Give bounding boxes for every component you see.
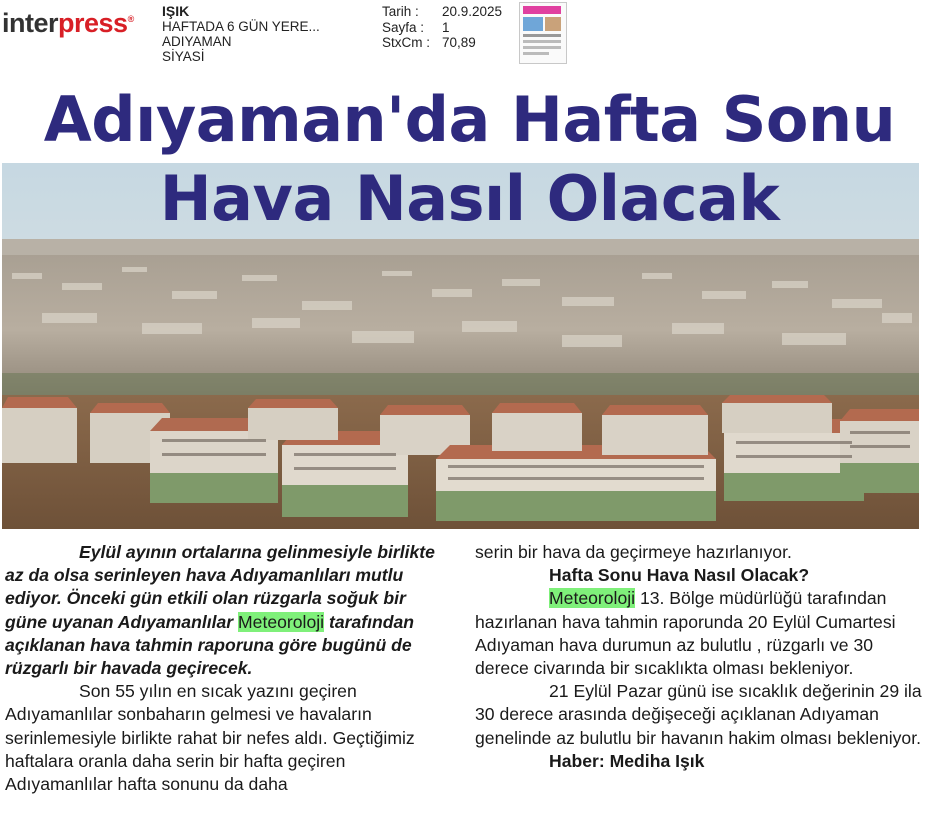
article-column-left (5, 541, 445, 796)
publication-info (162, 4, 320, 64)
body-paragraph-3: Meteoroloji 13. Bölge müdürlüğü tarafından hazırlanan hava tahmin raporunda 20 Eylül Cumartesi Adıyaman hava durumun az bulutlu , rüzgarlı ve 30 derece civarında bir sıcaklıkta olması bekleniyor. (475, 588, 896, 679)
body-paragraph-2: Son 55 yılın en sıcak yazını geçiren Adıyamanlılar sonbaharın gelmesi ve havaların serinlemesiyle birlikte rahat bir nefes aldı. Geçtiğimiz haftalara oranla daha serin bir hafta geçiren Adıyamanlılar hafta sonunu da daha (5, 681, 415, 795)
highlight-meteoroloji: Meteoroloji (238, 611, 325, 632)
publication-frequency: HAFTADA 6 GÜN YERE... (162, 19, 320, 34)
headline-line-1: Adıyaman'da Hafta Sonu (43, 83, 896, 156)
publication-category: SİYASİ (162, 49, 205, 64)
interpress-logo: interpress® (2, 8, 134, 38)
page-thumbnail[interactable] (519, 2, 567, 64)
subheading: Hafta Sonu Hava Nasıl Olacak? (549, 565, 810, 586)
body-paragraph-4: 21 Eylül Pazar günü ise sıcaklık değerinin 29 ila 30 derece arasında değişeceği açıklanan Adıyaman genelinde az bulutlu bir havanın hakim olması bekleniyor. (475, 681, 922, 748)
lead-paragraph: Eylül ayının ortalarına gelinmesiyle birlikte az da olsa serinleyen hava Adıyamanlıları mutlu ediyor. Önceki gün etkili olan rüzgarla soğuk bir güne uyanan Adıyamanlılar Meteoroloji tarafından açıklanan hava tahmin raporuna göre bugünü de rüzgarlı bir havada geçirecek. (5, 542, 435, 679)
body-paragraph-2-continued: serin bir hava da geçirmeye hazırlanıyor. (475, 542, 792, 562)
highlight-meteoroloji: Meteoroloji (549, 588, 636, 609)
byline: Haber: Mediha Işık (549, 750, 705, 771)
meta-row-stxcm: StxCm : 70,89 (382, 35, 476, 50)
publication-city: ADIYAMAN (162, 34, 232, 49)
meta-row-page: Sayfa : 1 (382, 19, 450, 35)
article-column-right (475, 541, 930, 773)
meta-row-date: Tarih : 20.9.2025 (382, 4, 503, 19)
publication-name: IŞIK (162, 3, 190, 19)
headline-line-2: Hava Nasıl Olacak (159, 162, 780, 235)
clipping-meta (382, 4, 502, 51)
